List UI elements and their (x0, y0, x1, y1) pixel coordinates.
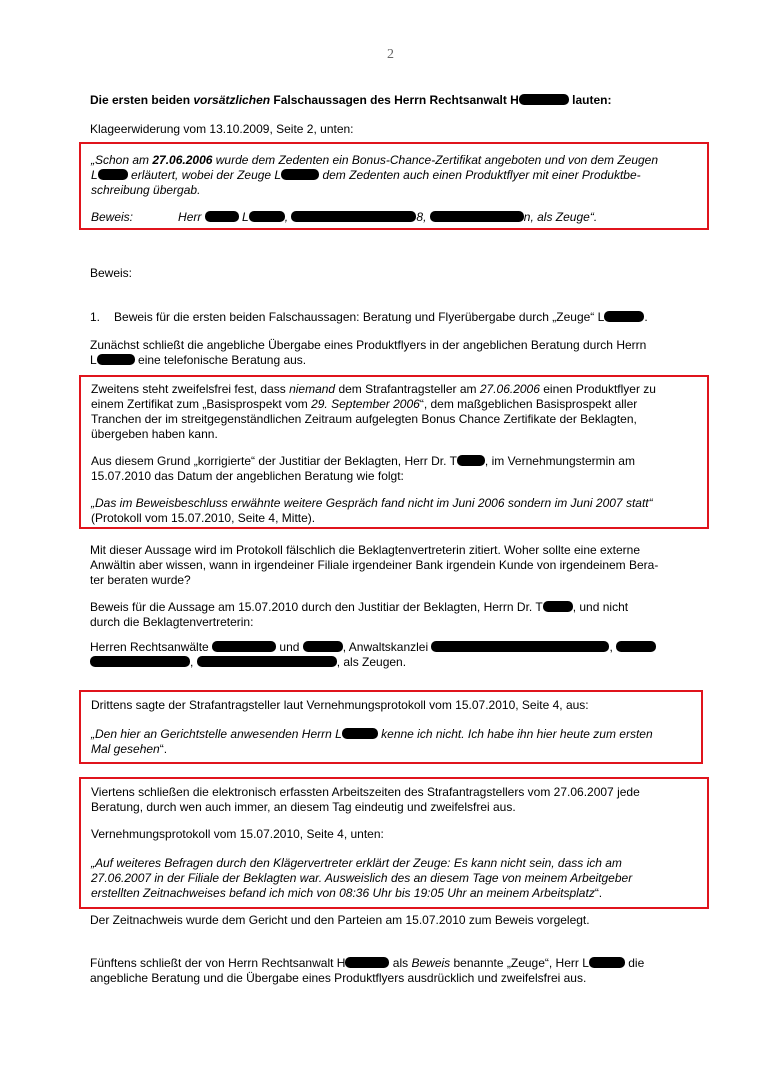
heading-text: lauten: (568, 93, 612, 107)
redaction (604, 311, 644, 322)
quote-line: schreibung übergab. (91, 183, 201, 197)
box-quote: „Auf weiteres Befragen durch den Klägervertreter erklärt der Zeuge: Es kann nicht sein, dass ich am (91, 856, 622, 870)
box-line: einem Zertifikat zum „Basisprospekt vom 29. September 2006“, dem maßgeblichen Basisprospekt aller (91, 397, 638, 411)
box-line: Drittens sagte der Strafantragsteller laut Vernehmungsprotokoll vom 15.07.2010, Seite 4, aus: (91, 698, 589, 712)
para-zunaechst: L eine telefonische Beratung aus. (90, 353, 307, 367)
para-fuenftens: angebliche Beratung und die Übergabe eines Produktflyers ausdrücklich und zweifelsfrei aus. (90, 971, 587, 985)
para-aussage: ter beraten wurde? (90, 573, 191, 587)
box-line: übergeben haben kann. (91, 427, 218, 441)
para-aussage: Anwältin aber wissen, wann in irgendeiner Filiale irgendeiner Bank irgendein Kunde von irgendeinem Bera- (90, 558, 659, 572)
page-number: 2 (387, 47, 394, 62)
redaction (98, 169, 128, 180)
box-line: Zweitens steht zweifelsfrei fest, dass niemand dem Strafantragsteller am 27.06.2006 einen Produktflyer zu (91, 382, 656, 396)
redaction (303, 641, 343, 652)
box-quote: 27.06.2007 in der Filiale der Beklagten war. Ausweislich des an diesem Tage von meinem Arbeitgeber (91, 871, 633, 885)
klage-line: Klageerwiderung vom 13.10.2009, Seite 2, unten: (90, 122, 354, 136)
list-item-1: 1. Beweis für die ersten beiden Falschaussagen: Beratung und Flyerübergabe durch „Zeuge“ L . (90, 310, 648, 324)
para-aussage: Mit dieser Aussage wird im Protokoll fälschlich die Beklagtenvertreterin zitiert. Woher sollte eine externe (90, 543, 641, 557)
redaction (249, 211, 285, 222)
box-line: Aus diesem Grund „korrigierte“ der Justitiar der Beklagten, Herr Dr. T , im Vernehmungstermin am (91, 454, 635, 468)
box-quote: erstellten Zeitnachweises befand ich mich von 08:36 Uhr bis 19:05 Uhr an meinem Arbeitsplatz“. (91, 886, 603, 900)
beweis-line: Beweis: Herr L , 8, n, als Zeuge“. (91, 210, 598, 224)
highlight-box-4 (79, 777, 709, 909)
redaction (589, 957, 625, 968)
para-fuenftens: Fünftens schließt der von Herrn Rechtsanwalt H als Beweis benannte „Zeuge“, Herr L die (90, 956, 645, 970)
redaction (291, 211, 416, 222)
highlight-box-1 (79, 142, 709, 230)
redaction (212, 641, 276, 652)
redaction (457, 455, 485, 466)
box-quote: Mal gesehen“. (91, 742, 168, 756)
box-quote: „Das im Beweisbeschluss erwähnte weitere Gespräch fand nicht im Juni 2006 sondern im Juni 2007 statt“ (91, 496, 653, 510)
box-line: Beratung, durch wen auch immer, an diesem Tag eindeutig und zweifelsfrei aus. (91, 800, 516, 814)
box-line: Tranchen der im streitgegenständlichen Zeitraum aufgelegten Bonus Chance Zertifikate der Beklagten, (91, 412, 637, 426)
box-line: 15.07.2010 das Datum der angeblichen Beratung wie folgt: (91, 469, 404, 483)
redaction (616, 641, 656, 652)
heading-text: Falschaussagen des Herrn Rechtsanwalt H (270, 93, 519, 107)
box-line: Viertens schließen die elektronisch erfassten Arbeitszeiten des Strafantragstellers vom 27.06.2007 jede (91, 785, 640, 799)
para-zeitnachweis: Der Zeitnachweis wurde dem Gericht und den Parteien am 15.07.2010 zum Beweis vorgelegt. (90, 913, 590, 927)
heading-emphasis: vorsätzlichen (193, 93, 271, 107)
box-line: Vernehmungsprotokoll vom 15.07.2010, Seite 4, unten: (91, 827, 384, 841)
para-herren: , , als Zeugen. (90, 655, 690, 670)
redaction (431, 641, 609, 652)
redaction (543, 601, 573, 612)
heading-text: Die ersten beiden (90, 93, 194, 107)
box-line: (Protokoll vom 15.07.2010, Seite 4, Mitte). (91, 511, 316, 525)
beweis-heading: Beweis: (90, 266, 133, 280)
redaction (97, 354, 135, 365)
redaction (345, 957, 389, 968)
redaction (281, 169, 319, 180)
quote-line: „Schon am 27.06.2006 wurde dem Zedenten ein Bonus-Chance-Zertifikat angeboten und von dem Zeugen (91, 153, 659, 167)
redaction (197, 656, 337, 667)
redaction (342, 728, 378, 739)
section-heading (90, 93, 690, 108)
redaction (519, 94, 569, 105)
para-beweis-aussage: Beweis für die Aussage am 15.07.2010 durch den Justitiar der Beklagten, Herrn Dr. T , und nicht (90, 600, 629, 614)
para-herren: Herren Rechtsanwälte und , Anwaltskanzlei , (90, 640, 690, 655)
para-zunaechst: Zunächst schließt die angebliche Übergabe eines Produktflyers in der angeblichen Beratung durch Herrn (90, 338, 647, 352)
redaction (430, 211, 524, 222)
para-beweis-aussage: durch die Beklagtenvertreterin: (90, 615, 254, 629)
quote-line: L erläutert, wobei der Zeuge L dem Zedenten auch einen Produktflyer mit einer Produktbe- (91, 168, 641, 182)
highlight-box-3 (79, 690, 703, 764)
redaction (90, 656, 190, 667)
box-quote: „Den hier an Gerichtstelle anwesenden Herrn L kenne ich nicht. Ich habe ihn hier heute zum ersten (91, 727, 653, 741)
highlight-box-2 (79, 375, 709, 529)
redaction (205, 211, 239, 222)
